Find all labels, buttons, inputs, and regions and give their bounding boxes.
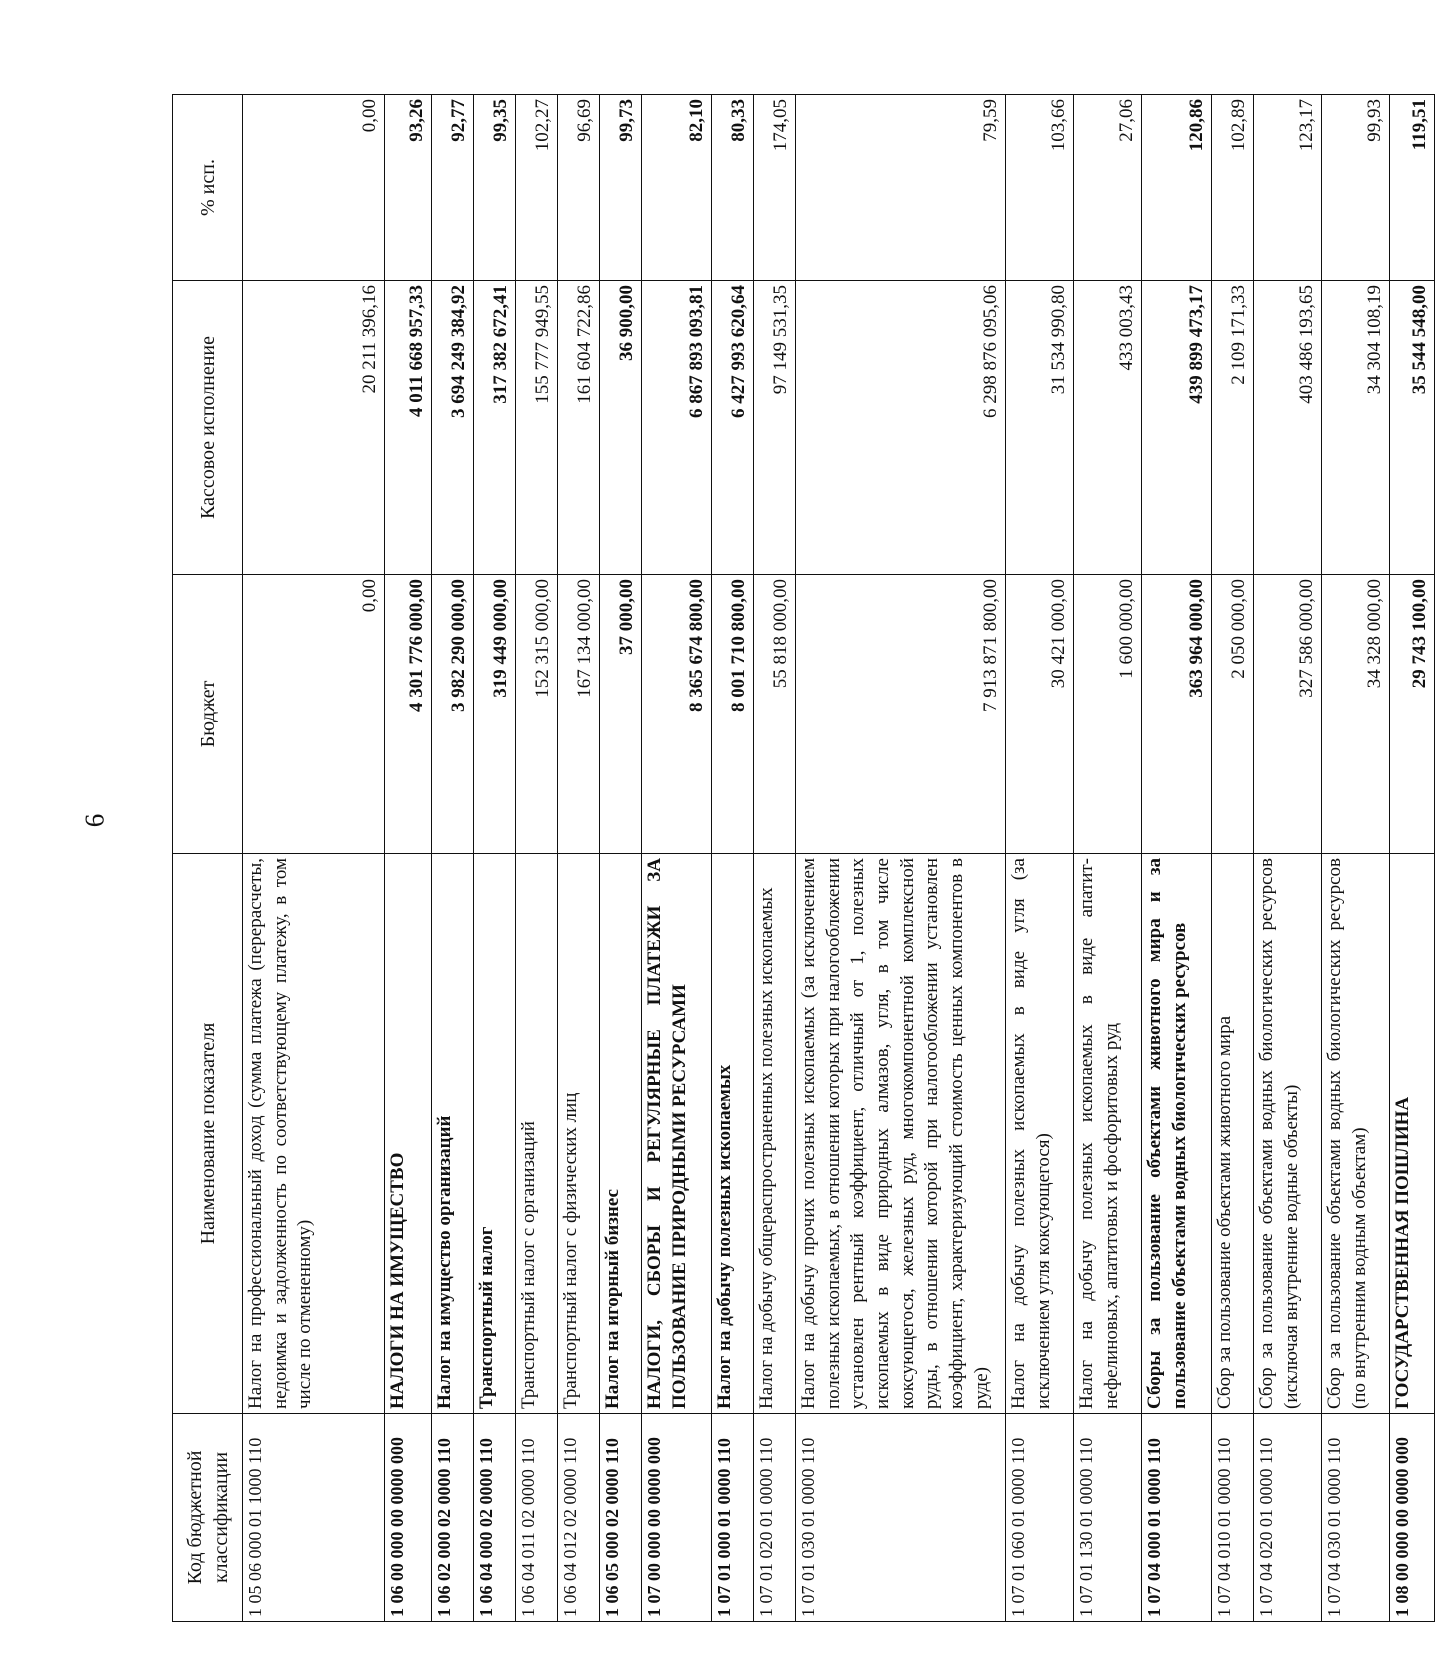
row-name: Транспортный налог с организаций <box>516 854 558 1414</box>
row-execution: 97 149 531,35 <box>754 281 796 575</box>
row-execution: 6 298 876 095,06 <box>796 281 1006 575</box>
row-percent: 174,05 <box>754 95 796 281</box>
header-code: Код бюджетной классификации <box>173 1414 243 1622</box>
row-code: 1 06 04 000 02 0000 110 <box>474 1414 516 1622</box>
row-name: Налог на профессиональный доход (сумма платежа (перерасчеты, недоимка и задолженность по соответствующему платежу, в том числе по отмененному) <box>243 854 385 1414</box>
row-budget: 8 001 710 800,00 <box>712 575 754 854</box>
row-code: 1 07 01 130 01 0000 110 <box>1074 1414 1142 1622</box>
row-code: 1 08 00 000 00 0000 000 <box>1390 1414 1435 1622</box>
row-percent: 0,00 <box>243 95 385 281</box>
row-name: Сбор за пользование объектами водных биологических ресурсов (по внутренним водным объектам) <box>1322 854 1390 1414</box>
row-name: Сбор за пользование объектами животного мира <box>1212 854 1254 1414</box>
header-name: Наименование показателя <box>173 854 243 1414</box>
row-execution: 439 899 473,17 <box>1142 281 1212 575</box>
row-name: Налог на добычу прочих полезных ископаемых (за исключением полезных ископаемых, в отношении которых при налогообложении установлен рентный коэффициент, отличный от 1, полезных ископаемых в виде природных алмазов, угля, в том числе коксующегося, железных руд, многокомпонентной комплексной руды, в отношении которой при налогообложении установлен коэффициент, характеризующий стоимость ценных компонентов в руде) <box>796 854 1006 1414</box>
row-budget: 55 818 000,00 <box>754 575 796 854</box>
row-execution: 155 777 949,55 <box>516 281 558 575</box>
table-row <box>796 95 1006 1622</box>
row-budget: 1 600 000,00 <box>1074 575 1142 854</box>
table-row <box>243 95 385 1622</box>
row-budget: 37 000,00 <box>600 575 642 854</box>
row-code: 1 07 04 020 01 0000 110 <box>1254 1414 1322 1622</box>
row-code: 1 07 01 030 01 0000 110 <box>796 1414 1006 1622</box>
row-budget: 327 586 000,00 <box>1254 575 1322 854</box>
row-code: 1 07 01 060 01 0000 110 <box>1006 1414 1074 1622</box>
table-row <box>1074 95 1142 1622</box>
table-row <box>754 95 796 1622</box>
row-percent: 82,10 <box>642 95 712 281</box>
table-row <box>474 95 516 1622</box>
table-row <box>1390 95 1435 1622</box>
row-percent: 102,89 <box>1212 95 1254 281</box>
row-percent: 103,66 <box>1006 95 1074 281</box>
row-name: Налог на добычу полезных ископаемых <box>712 854 754 1414</box>
row-budget: 152 315 000,00 <box>516 575 558 854</box>
row-budget: 3 982 290 000,00 <box>432 575 474 854</box>
row-budget: 29 743 100,00 <box>1390 575 1435 854</box>
row-budget: 319 449 000,00 <box>474 575 516 854</box>
row-name: ГОСУДАРСТВЕННАЯ ПОШЛИНА <box>1390 854 1435 1414</box>
table-row <box>600 95 642 1622</box>
header-execution: Кассовое исполнение <box>173 281 243 575</box>
row-name: Транспортный налог с физических лиц <box>558 854 600 1414</box>
row-budget: 4 301 776 000,00 <box>385 575 432 854</box>
row-execution: 2 109 171,33 <box>1212 281 1254 575</box>
row-percent: 99,93 <box>1322 95 1390 281</box>
table-row <box>558 95 600 1622</box>
row-budget: 34 328 000,00 <box>1322 575 1390 854</box>
row-percent: 92,77 <box>432 95 474 281</box>
row-code: 1 06 05 000 02 0000 110 <box>600 1414 642 1622</box>
page-number: 6 <box>79 813 110 828</box>
row-budget: 167 134 000,00 <box>558 575 600 854</box>
table-row <box>1212 95 1254 1622</box>
table-row <box>1322 95 1390 1622</box>
table-row <box>712 95 754 1622</box>
row-execution: 317 382 672,41 <box>474 281 516 575</box>
table-row <box>1254 95 1322 1622</box>
row-percent: 27,06 <box>1074 95 1142 281</box>
row-percent: 79,59 <box>796 95 1006 281</box>
row-execution: 4 011 668 957,33 <box>385 281 432 575</box>
budget-table <box>172 94 1435 1622</box>
row-name: Налог на добычу полезных ископаемых в виде апатит-нефелиновых, апатитовых и фосфоритовых руд <box>1074 854 1142 1414</box>
row-budget: 2 050 000,00 <box>1212 575 1254 854</box>
row-percent: 80,33 <box>712 95 754 281</box>
row-execution: 6 867 893 093,81 <box>642 281 712 575</box>
row-percent: 99,35 <box>474 95 516 281</box>
row-code: 1 07 01 000 01 0000 110 <box>712 1414 754 1622</box>
table-row <box>1142 95 1212 1622</box>
row-name: Сборы за пользование объектами животного мира и за пользование объектами водных биологических ресурсов <box>1142 854 1212 1414</box>
row-percent: 102,27 <box>516 95 558 281</box>
row-budget: 7 913 871 800,00 <box>796 575 1006 854</box>
row-percent: 93,26 <box>385 95 432 281</box>
row-name: Налог на игорный бизнес <box>600 854 642 1414</box>
table-row <box>432 95 474 1622</box>
header-budget: Бюджет <box>173 575 243 854</box>
row-budget: 0,00 <box>243 575 385 854</box>
row-percent: 119,51 <box>1390 95 1435 281</box>
rotated-page <box>172 95 1431 1622</box>
row-percent: 120,86 <box>1142 95 1212 281</box>
row-code: 1 06 00 000 00 0000 000 <box>385 1414 432 1622</box>
header-percent: % исп. <box>173 95 243 281</box>
row-execution: 6 427 993 620,64 <box>712 281 754 575</box>
row-execution: 31 534 990,80 <box>1006 281 1074 575</box>
row-execution: 35 544 548,00 <box>1390 281 1435 575</box>
row-execution: 433 003,43 <box>1074 281 1142 575</box>
row-budget: 363 964 000,00 <box>1142 575 1212 854</box>
row-name: Налог на добычу полезных ископаемых в виде угля (за исключением угля коксующегося) <box>1006 854 1074 1414</box>
row-code: 1 06 02 000 02 0000 110 <box>432 1414 474 1622</box>
table-row <box>385 95 432 1622</box>
row-code: 1 07 00 000 00 0000 000 <box>642 1414 712 1622</box>
table-row <box>642 95 712 1622</box>
row-name: Транспортный налог <box>474 854 516 1414</box>
row-budget: 8 365 674 800,00 <box>642 575 712 854</box>
row-code: 1 06 04 011 02 0000 110 <box>516 1414 558 1622</box>
row-execution: 3 694 249 384,92 <box>432 281 474 575</box>
row-percent: 96,69 <box>558 95 600 281</box>
row-code: 1 07 04 000 01 0000 110 <box>1142 1414 1212 1622</box>
row-name: Налог на добычу общераспространенных полезных ископаемых <box>754 854 796 1414</box>
table-row <box>1006 95 1074 1622</box>
row-code: 1 07 04 030 01 0000 110 <box>1322 1414 1390 1622</box>
table-row <box>516 95 558 1622</box>
row-execution: 20 211 396,16 <box>243 281 385 575</box>
row-execution: 403 486 193,65 <box>1254 281 1322 575</box>
table-header-row <box>173 95 243 1622</box>
row-code: 1 07 04 010 01 0000 110 <box>1212 1414 1254 1622</box>
row-code: 1 05 06 000 01 1000 110 <box>243 1414 385 1622</box>
row-percent: 123,17 <box>1254 95 1322 281</box>
row-percent: 99,73 <box>600 95 642 281</box>
row-code: 1 06 04 012 02 0000 110 <box>558 1414 600 1622</box>
row-code: 1 07 01 020 01 0000 110 <box>754 1414 796 1622</box>
row-name: НАЛОГИ НА ИМУЩЕСТВО <box>385 854 432 1414</box>
row-execution: 36 900,00 <box>600 281 642 575</box>
row-name: Сбор за пользование объектами водных биологических ресурсов (исключая внутренние водные объекты) <box>1254 854 1322 1414</box>
table-body <box>243 95 1435 1622</box>
row-name: НАЛОГИ, СБОРЫ И РЕГУЛЯРНЫЕ ПЛАТЕЖИ ЗА ПОЛЬЗОВАНИЕ ПРИРОДНЫМИ РЕСУРСАМИ <box>642 854 712 1414</box>
row-budget: 30 421 000,00 <box>1006 575 1074 854</box>
row-execution: 34 304 108,19 <box>1322 281 1390 575</box>
row-execution: 161 604 722,86 <box>558 281 600 575</box>
row-name: Налог на имущество организаций <box>432 854 474 1414</box>
